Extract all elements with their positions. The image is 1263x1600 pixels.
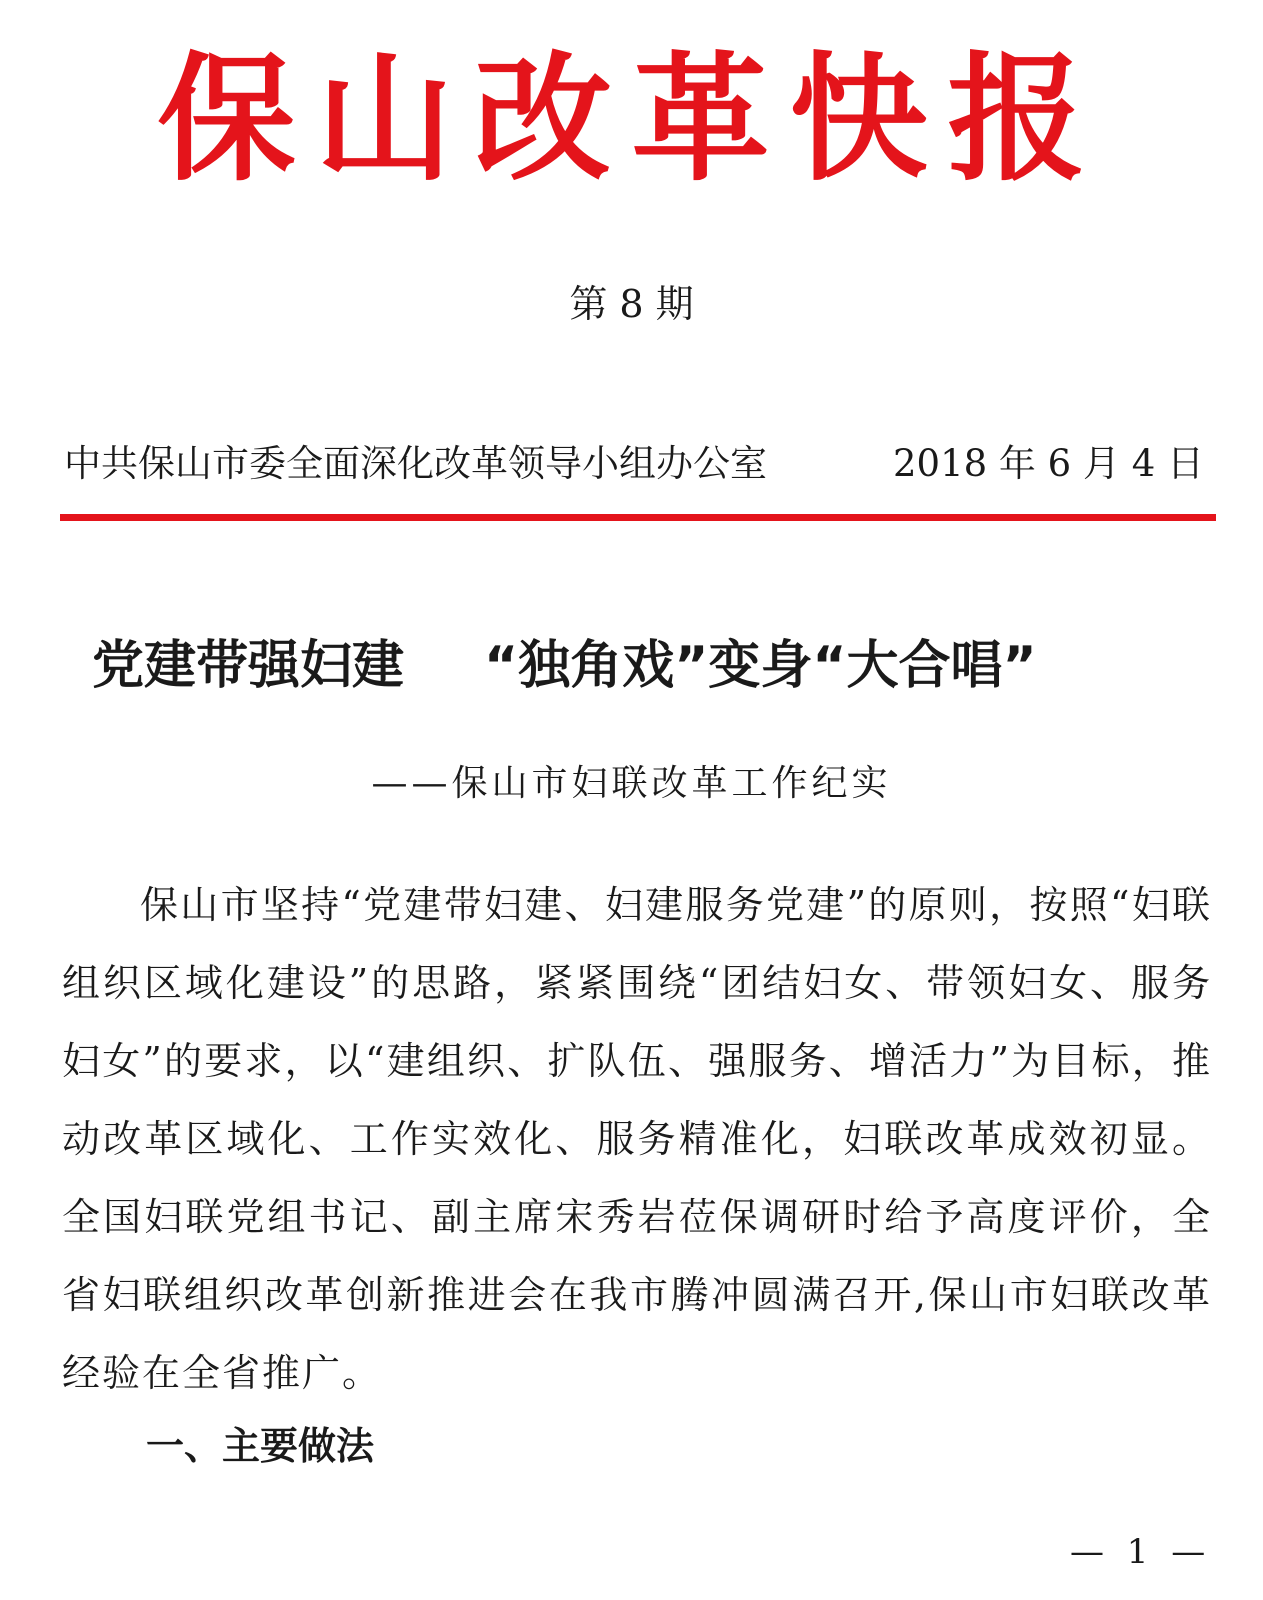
issue-date: 2018 年 6 月 4 日 [893,442,1205,485]
headline-part-2: “独角戏”变身“大合唱” [484,636,1037,696]
red-divider-rule [60,514,1216,521]
masthead-title: 保山改革快报 [157,39,1106,200]
page-number: — 1 — [1070,1532,1212,1572]
article-subtitle: ——保山市妇联改革工作纪实 [371,763,892,804]
article-paragraph-1: 保山市坚持“党建带妇建、妇建服务党建”的原则，按照“妇联组织区域化建设”的思路，紧紧围绕“团结妇女、带领妇女、服务妇女”的要求，以“建组织、扩队伍、强服务、增活力”为目标，推动改革区域化、工作实效化、服务精准化，妇联改革成效初显。全国妇联党组书记、副主席宋秀岩莅保调研时给予高度评价，全省妇联组织改革创新推进会在我市腾冲圆满召开,保山市妇联改革经验在全省推广。 [62,883,1212,1395]
headline-part-1: 党建带强妇建 [92,636,405,696]
article-headline [92,630,1232,702]
issue-number: 第 8 期 [569,282,694,326]
section-heading-1: 一、主要做法 [146,1424,375,1468]
issuer-name: 中共保山市委全面深化改革领导小组办公室 [64,442,767,485]
